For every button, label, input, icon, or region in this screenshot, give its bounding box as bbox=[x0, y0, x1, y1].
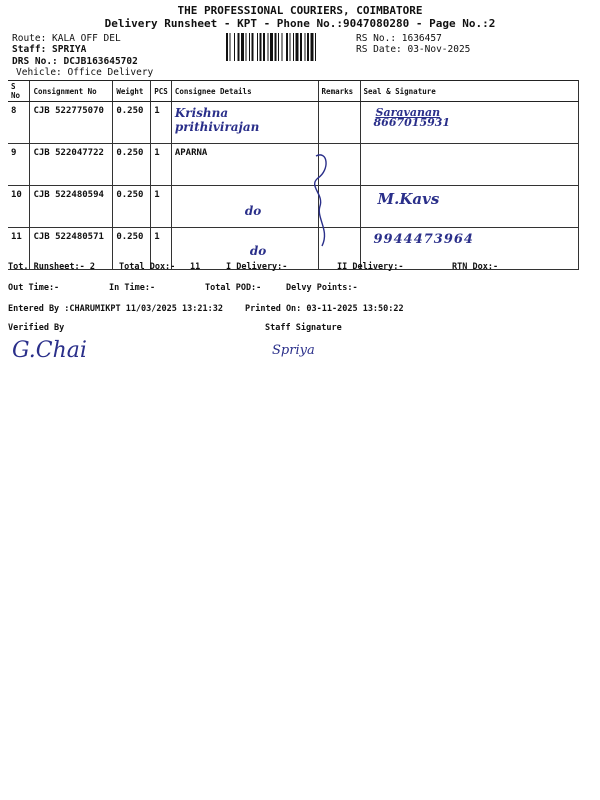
cell-consignment: CJB 522775070 bbox=[30, 102, 113, 144]
entered-by: Entered By :CHARUMIKPT 11/03/2025 13:21:32 bbox=[8, 304, 223, 314]
cell-weight: 0.250 bbox=[113, 144, 151, 186]
handwritten-phone: 9944473964 bbox=[373, 232, 474, 247]
cell-consignee bbox=[171, 102, 318, 144]
cell-consignment: CJB 522480571 bbox=[30, 228, 113, 270]
cell-weight: 0.250 bbox=[113, 102, 151, 144]
col-seal-signature: Seal & Signature bbox=[360, 81, 578, 102]
cell-consignment: CJB 522480594 bbox=[30, 186, 113, 228]
cell-consignee bbox=[171, 186, 318, 228]
handwritten-consignee: Krishna prithivirajan bbox=[174, 106, 260, 134]
vehicle-label: Vehicle: Office Delivery bbox=[16, 67, 154, 78]
total-dox-value: 11 bbox=[190, 262, 201, 272]
cell-pcs: 1 bbox=[151, 186, 172, 228]
delvy-points: Delvy Points:- bbox=[286, 283, 358, 293]
in-time: In Time:- bbox=[109, 283, 156, 293]
rtn-dox: RTN Dox:- bbox=[452, 262, 499, 272]
handwritten-seal: Saravanan bbox=[375, 106, 441, 119]
cell-seal bbox=[360, 102, 578, 144]
i-delivery: I Delivery:- bbox=[226, 262, 288, 272]
cell-pcs: 1 bbox=[151, 102, 172, 144]
route-label: Route: KALA OFF DEL bbox=[12, 33, 121, 44]
cell-remarks bbox=[318, 102, 360, 144]
verified-by-label: Verified By bbox=[8, 323, 65, 333]
table-row bbox=[8, 102, 579, 144]
cell-sno: 9 bbox=[8, 144, 30, 186]
out-time: Out Time:- bbox=[8, 283, 60, 293]
cell-sno: 8 bbox=[8, 102, 30, 144]
drs-number: DRS No.: DCJB163645702 bbox=[12, 56, 138, 67]
cell-consignment: CJB 522047722 bbox=[30, 144, 113, 186]
total-pod: Total POD:- bbox=[205, 283, 262, 293]
col-consignee: Consignee Details bbox=[171, 81, 318, 102]
col-pcs: PCS bbox=[151, 81, 172, 102]
col-weight: Weight bbox=[113, 81, 151, 102]
verified-signature: G.Chai bbox=[12, 338, 87, 363]
ditto-bracket-mark bbox=[300, 150, 340, 260]
cell-seal bbox=[360, 144, 578, 186]
ii-delivery: II Delivery:- bbox=[337, 262, 404, 272]
handwritten-phone: 8667015931 bbox=[373, 116, 451, 129]
col-consignment: Consignment No bbox=[30, 81, 113, 102]
cell-pcs: 1 bbox=[151, 228, 172, 270]
handwritten-consignee: do bbox=[249, 244, 267, 258]
staff-signature-label: Staff Signature bbox=[265, 323, 342, 333]
cell-weight: 0.250 bbox=[113, 186, 151, 228]
rs-number: RS No.: 1636457 bbox=[356, 33, 442, 44]
cell-consignee: APARNA bbox=[171, 144, 318, 186]
table-row bbox=[8, 186, 579, 228]
runsheet-subtitle: Delivery Runsheet - KPT - Phone No.:9047080280 - Page No.:2 bbox=[104, 17, 496, 30]
staff-signature: Spriya bbox=[272, 343, 315, 358]
total-dox-label: Total Dox:- bbox=[119, 262, 176, 272]
cell-sno: 11 bbox=[8, 228, 30, 270]
cell-pcs: 1 bbox=[151, 144, 172, 186]
col-sno: S No bbox=[8, 81, 30, 102]
cell-sno: 10 bbox=[8, 186, 30, 228]
handwritten-consignee: do bbox=[244, 204, 262, 218]
cell-seal bbox=[360, 186, 578, 228]
table-header-row bbox=[8, 81, 579, 102]
tot-runsheet: Tot. Runsheet:- 2 bbox=[8, 262, 95, 272]
cell-weight: 0.250 bbox=[113, 228, 151, 270]
rs-date: RS Date: 03-Nov-2025 bbox=[356, 44, 471, 55]
handwritten-seal: M.Kavs bbox=[377, 190, 440, 208]
company-title: THE PROFESSIONAL COURIERS, COIMBATORE bbox=[177, 4, 423, 17]
table-row bbox=[8, 144, 579, 186]
printed-on: Printed On: 03-11-2025 13:50:22 bbox=[245, 304, 404, 314]
col-remarks: Remarks bbox=[318, 81, 360, 102]
barcode-image bbox=[226, 33, 352, 61]
runsheet-table bbox=[8, 80, 579, 270]
staff-label: Staff: SPRIYA bbox=[12, 44, 87, 55]
